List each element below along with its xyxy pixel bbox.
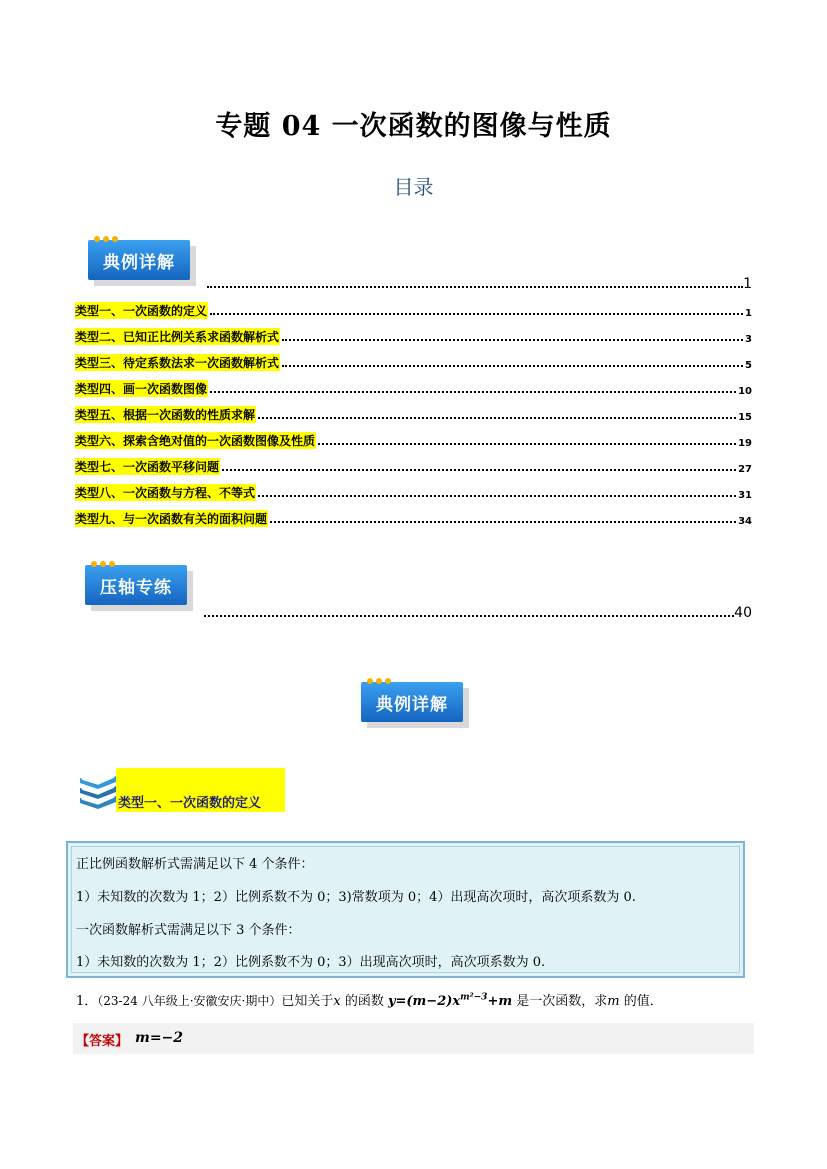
toc-item[interactable] bbox=[75, 353, 752, 371]
badge-label: 压轴专练 bbox=[85, 565, 187, 605]
toc-heading: 目录 bbox=[393, 175, 434, 199]
toc-item-label: 类型九、与一次函数有关的面积问题 bbox=[75, 512, 268, 526]
badge-label: 典例详解 bbox=[88, 240, 190, 280]
question-text: 的函数 bbox=[340, 994, 388, 1009]
variable-m: m bbox=[607, 994, 620, 1009]
conditions-line: 1）未知数的次数为 1；2）比例系数不为 0；3)常数项为 0；4）出现高次项时，高次项系数为 0. bbox=[76, 890, 636, 905]
page-title: 专题 04 一次函数的图像与性质 bbox=[215, 111, 612, 142]
toc-item-page: 31 bbox=[738, 490, 752, 501]
answer-value: m=−2 bbox=[135, 1030, 184, 1046]
section-badge-examples bbox=[361, 682, 463, 722]
formula-exponent: m²−3 bbox=[460, 992, 488, 1003]
question-text: 已知关于 bbox=[281, 994, 334, 1009]
formula-main: y=(m−2)x bbox=[387, 994, 461, 1009]
dot-leader bbox=[318, 443, 736, 445]
question-number: 1． bbox=[76, 994, 98, 1009]
toc-badge-challenge[interactable] bbox=[85, 565, 187, 605]
toc-item[interactable] bbox=[75, 327, 752, 345]
toc-item-page: 10 bbox=[738, 386, 752, 397]
answer-box bbox=[73, 1023, 754, 1054]
toc-main-entry-challenge[interactable] bbox=[204, 601, 752, 621]
dot-leader bbox=[222, 469, 736, 471]
dots-icon bbox=[91, 561, 115, 567]
dot-leader bbox=[258, 417, 736, 419]
toc-page-number: 40 bbox=[734, 605, 752, 621]
dot-leader bbox=[270, 521, 736, 523]
dot-leader bbox=[210, 313, 743, 315]
question-1 bbox=[76, 990, 663, 1009]
toc-item[interactable] bbox=[75, 405, 752, 423]
toc-item-page: 5 bbox=[745, 360, 752, 371]
conditions-line: 1）未知数的次数为 1；2）比例系数不为 0；3）出现高次项时，高次项系数为 0. bbox=[76, 955, 546, 970]
toc-item-label: 类型五、根据一次函数的性质求解 bbox=[75, 408, 256, 422]
conditions-line: 一次函数解析式需满足以下 3 个条件： bbox=[76, 923, 301, 938]
dot-leader bbox=[207, 286, 743, 288]
dots-icon bbox=[367, 678, 391, 684]
question-text: 是一次函数，求 bbox=[512, 994, 608, 1009]
question-source: （23-24 八年级上·安徽安庆·期中） bbox=[97, 994, 282, 1008]
toc-main-entry-examples[interactable] bbox=[207, 272, 752, 292]
badge-label: 典例详解 bbox=[361, 682, 463, 722]
toc-badge-examples[interactable] bbox=[88, 240, 190, 280]
toc-item[interactable] bbox=[75, 431, 752, 449]
dot-leader bbox=[210, 391, 736, 393]
toc-item-page: 15 bbox=[738, 412, 752, 423]
toc-item-label: 类型八、一次函数与方程、不等式 bbox=[75, 486, 256, 500]
toc-item-label: 类型三、待定系数法求一次函数解析式 bbox=[75, 356, 280, 370]
toc-item[interactable] bbox=[75, 509, 752, 527]
dots-icon bbox=[94, 236, 118, 242]
toc-item-label: 类型七、一次函数平移问题 bbox=[75, 460, 220, 474]
dot-leader bbox=[204, 615, 734, 617]
conditions-box bbox=[66, 841, 745, 978]
dot-leader bbox=[282, 339, 743, 341]
question-text: 的值． bbox=[619, 994, 663, 1009]
section-heading bbox=[78, 766, 286, 812]
toc-item-page: 19 bbox=[738, 438, 752, 449]
toc-item-label: 类型二、已知正比例关系求函数解析式 bbox=[75, 330, 280, 344]
toc-item-label: 类型一、一次函数的定义 bbox=[75, 304, 208, 318]
toc-item-page: 3 bbox=[745, 334, 752, 345]
toc-item[interactable] bbox=[75, 301, 752, 319]
formula-tail: +m bbox=[487, 994, 513, 1009]
answer-tag: 【答案】 bbox=[76, 1034, 129, 1049]
dot-leader bbox=[282, 365, 743, 367]
toc-item-page: 1 bbox=[745, 308, 752, 319]
toc-item[interactable] bbox=[75, 379, 752, 397]
function-formula bbox=[388, 994, 512, 1009]
toc-item-page: 34 bbox=[738, 516, 752, 527]
conditions-line: 正比例函数解析式需满足以下 4 个条件： bbox=[76, 857, 314, 872]
variable-x: x bbox=[333, 994, 341, 1009]
toc-item-label: 类型四、画一次函数图像 bbox=[75, 382, 208, 396]
toc-page-number: 1 bbox=[743, 276, 752, 292]
section-heading-text: 类型一、一次函数的定义 bbox=[118, 796, 262, 811]
toc-item[interactable] bbox=[75, 483, 752, 501]
dot-leader bbox=[258, 495, 736, 497]
toc-item[interactable] bbox=[75, 457, 752, 475]
toc-item-page: 27 bbox=[738, 464, 752, 475]
books-icon bbox=[78, 772, 118, 810]
toc-item-label: 类型六、探索含绝对值的一次函数图像及性质 bbox=[75, 434, 316, 448]
